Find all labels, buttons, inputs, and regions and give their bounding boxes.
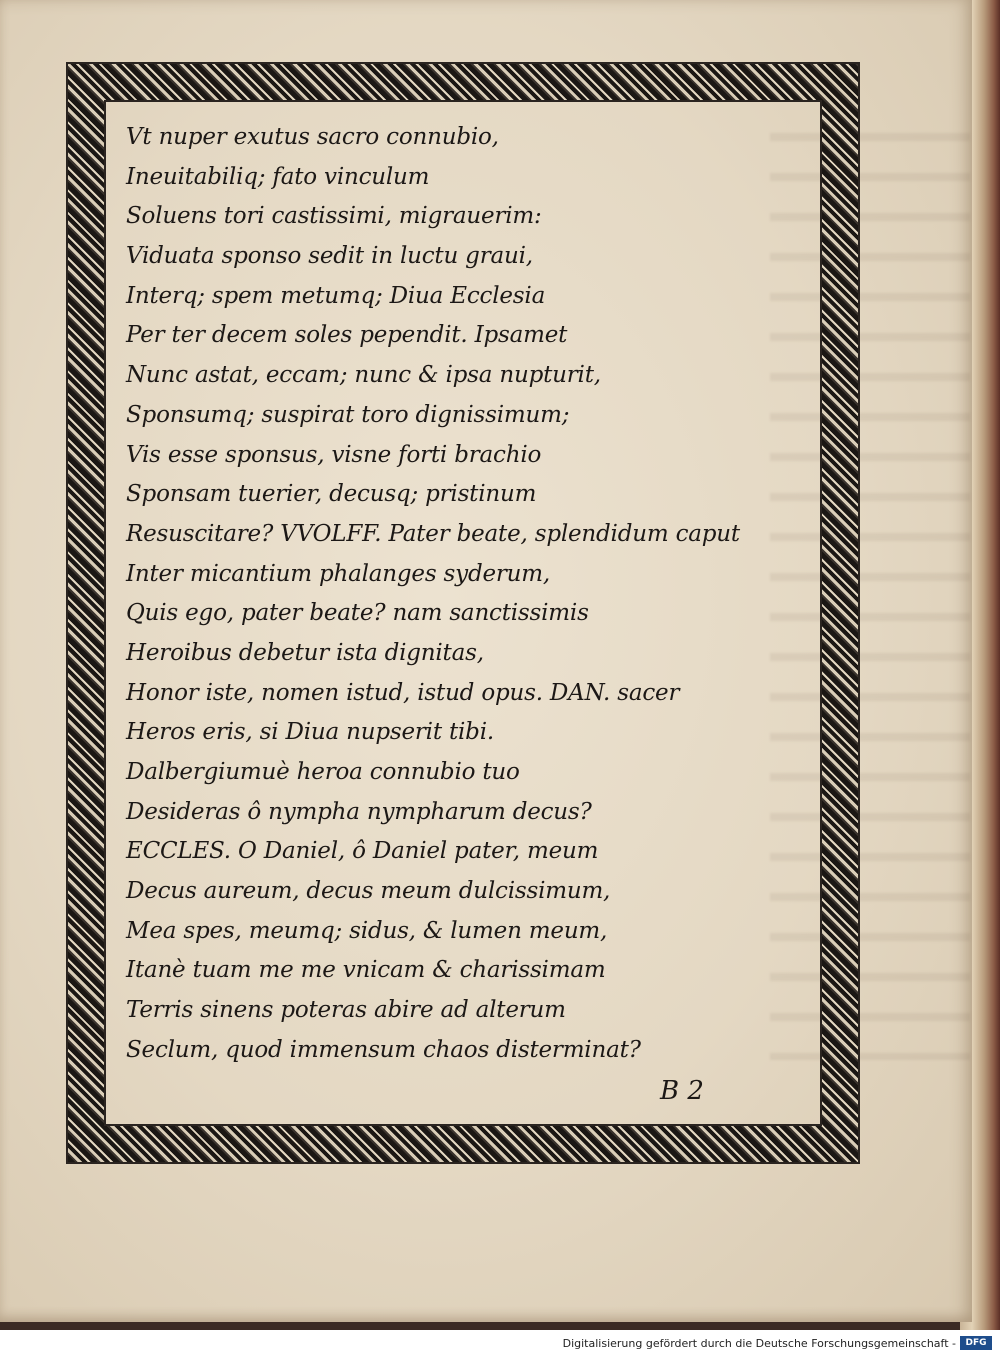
verse-line: Sponsumq; suspirat toro dignissimum; bbox=[126, 401, 570, 428]
dfg-logo: DFG bbox=[960, 1336, 992, 1350]
verse-line: Itanè tuam me me vnicam & charissimam bbox=[126, 957, 606, 984]
verse-text bbox=[126, 118, 806, 1071]
verse-line: Nunc astat, eccam; nunc & ipsa nupturit, bbox=[126, 362, 601, 389]
verse-line: Terris sinens poteras abire ad alterum bbox=[126, 997, 566, 1024]
verse-line: Per ter decem soles pependit. Ipsamet bbox=[126, 322, 568, 349]
verse-line: Vis esse sponsus, visne forti brachio bbox=[126, 441, 542, 468]
verse-line: Dalbergiumuè heroa connubio tuo bbox=[126, 759, 520, 785]
verse-line: Honor iste, nomen istud, istud opus. DAN. sacer bbox=[126, 679, 680, 706]
signature-mark: B 2 bbox=[660, 1076, 704, 1106]
verse-line: Vt nuper exutus sacro connubio, bbox=[126, 124, 499, 150]
funding-notice: Digitalisierung gefördert durch die Deutsche Forschungsgemeinschaft - bbox=[562, 1337, 956, 1350]
verse-line: Inter micantium phalanges syderum, bbox=[126, 560, 551, 587]
verse-line: Mea spes, meumq; sidus, & lumen meum, bbox=[126, 917, 608, 944]
verse-line: Quis ego, pater beate? nam sanctissimis bbox=[126, 600, 589, 627]
verse-line: Sponsam tuerier, decusq; pristinum bbox=[126, 481, 537, 508]
verse-line: Soluens tori castissimi, migrauerim: bbox=[126, 203, 542, 230]
verse-line: Heros eris, si Diua nupserit tibi. bbox=[126, 719, 494, 746]
verse-line: Decus aureum, decus meum dulcissimum, bbox=[126, 878, 611, 905]
verse-line: Viduata sponso sedit in luctu graui, bbox=[126, 243, 533, 270]
verse-line: Seclum, quod immensum chaos disterminat? bbox=[126, 1036, 641, 1063]
verse-line: Interq; spem metumq; Diua Ecclesia bbox=[126, 282, 546, 309]
verse-line: ECCLES. O Daniel, ô Daniel pater, meum bbox=[126, 838, 599, 865]
verse-line: Ineuitabiliq; fato vinculum bbox=[126, 163, 430, 190]
verse-line: Resuscitare? VVOLFF. Pater beate, splendidum caput bbox=[126, 520, 740, 547]
verse-line: Desideras ô nympha nympharum decus? bbox=[126, 798, 592, 825]
verse-line: Heroibus debetur ista dignitas, bbox=[126, 639, 484, 666]
